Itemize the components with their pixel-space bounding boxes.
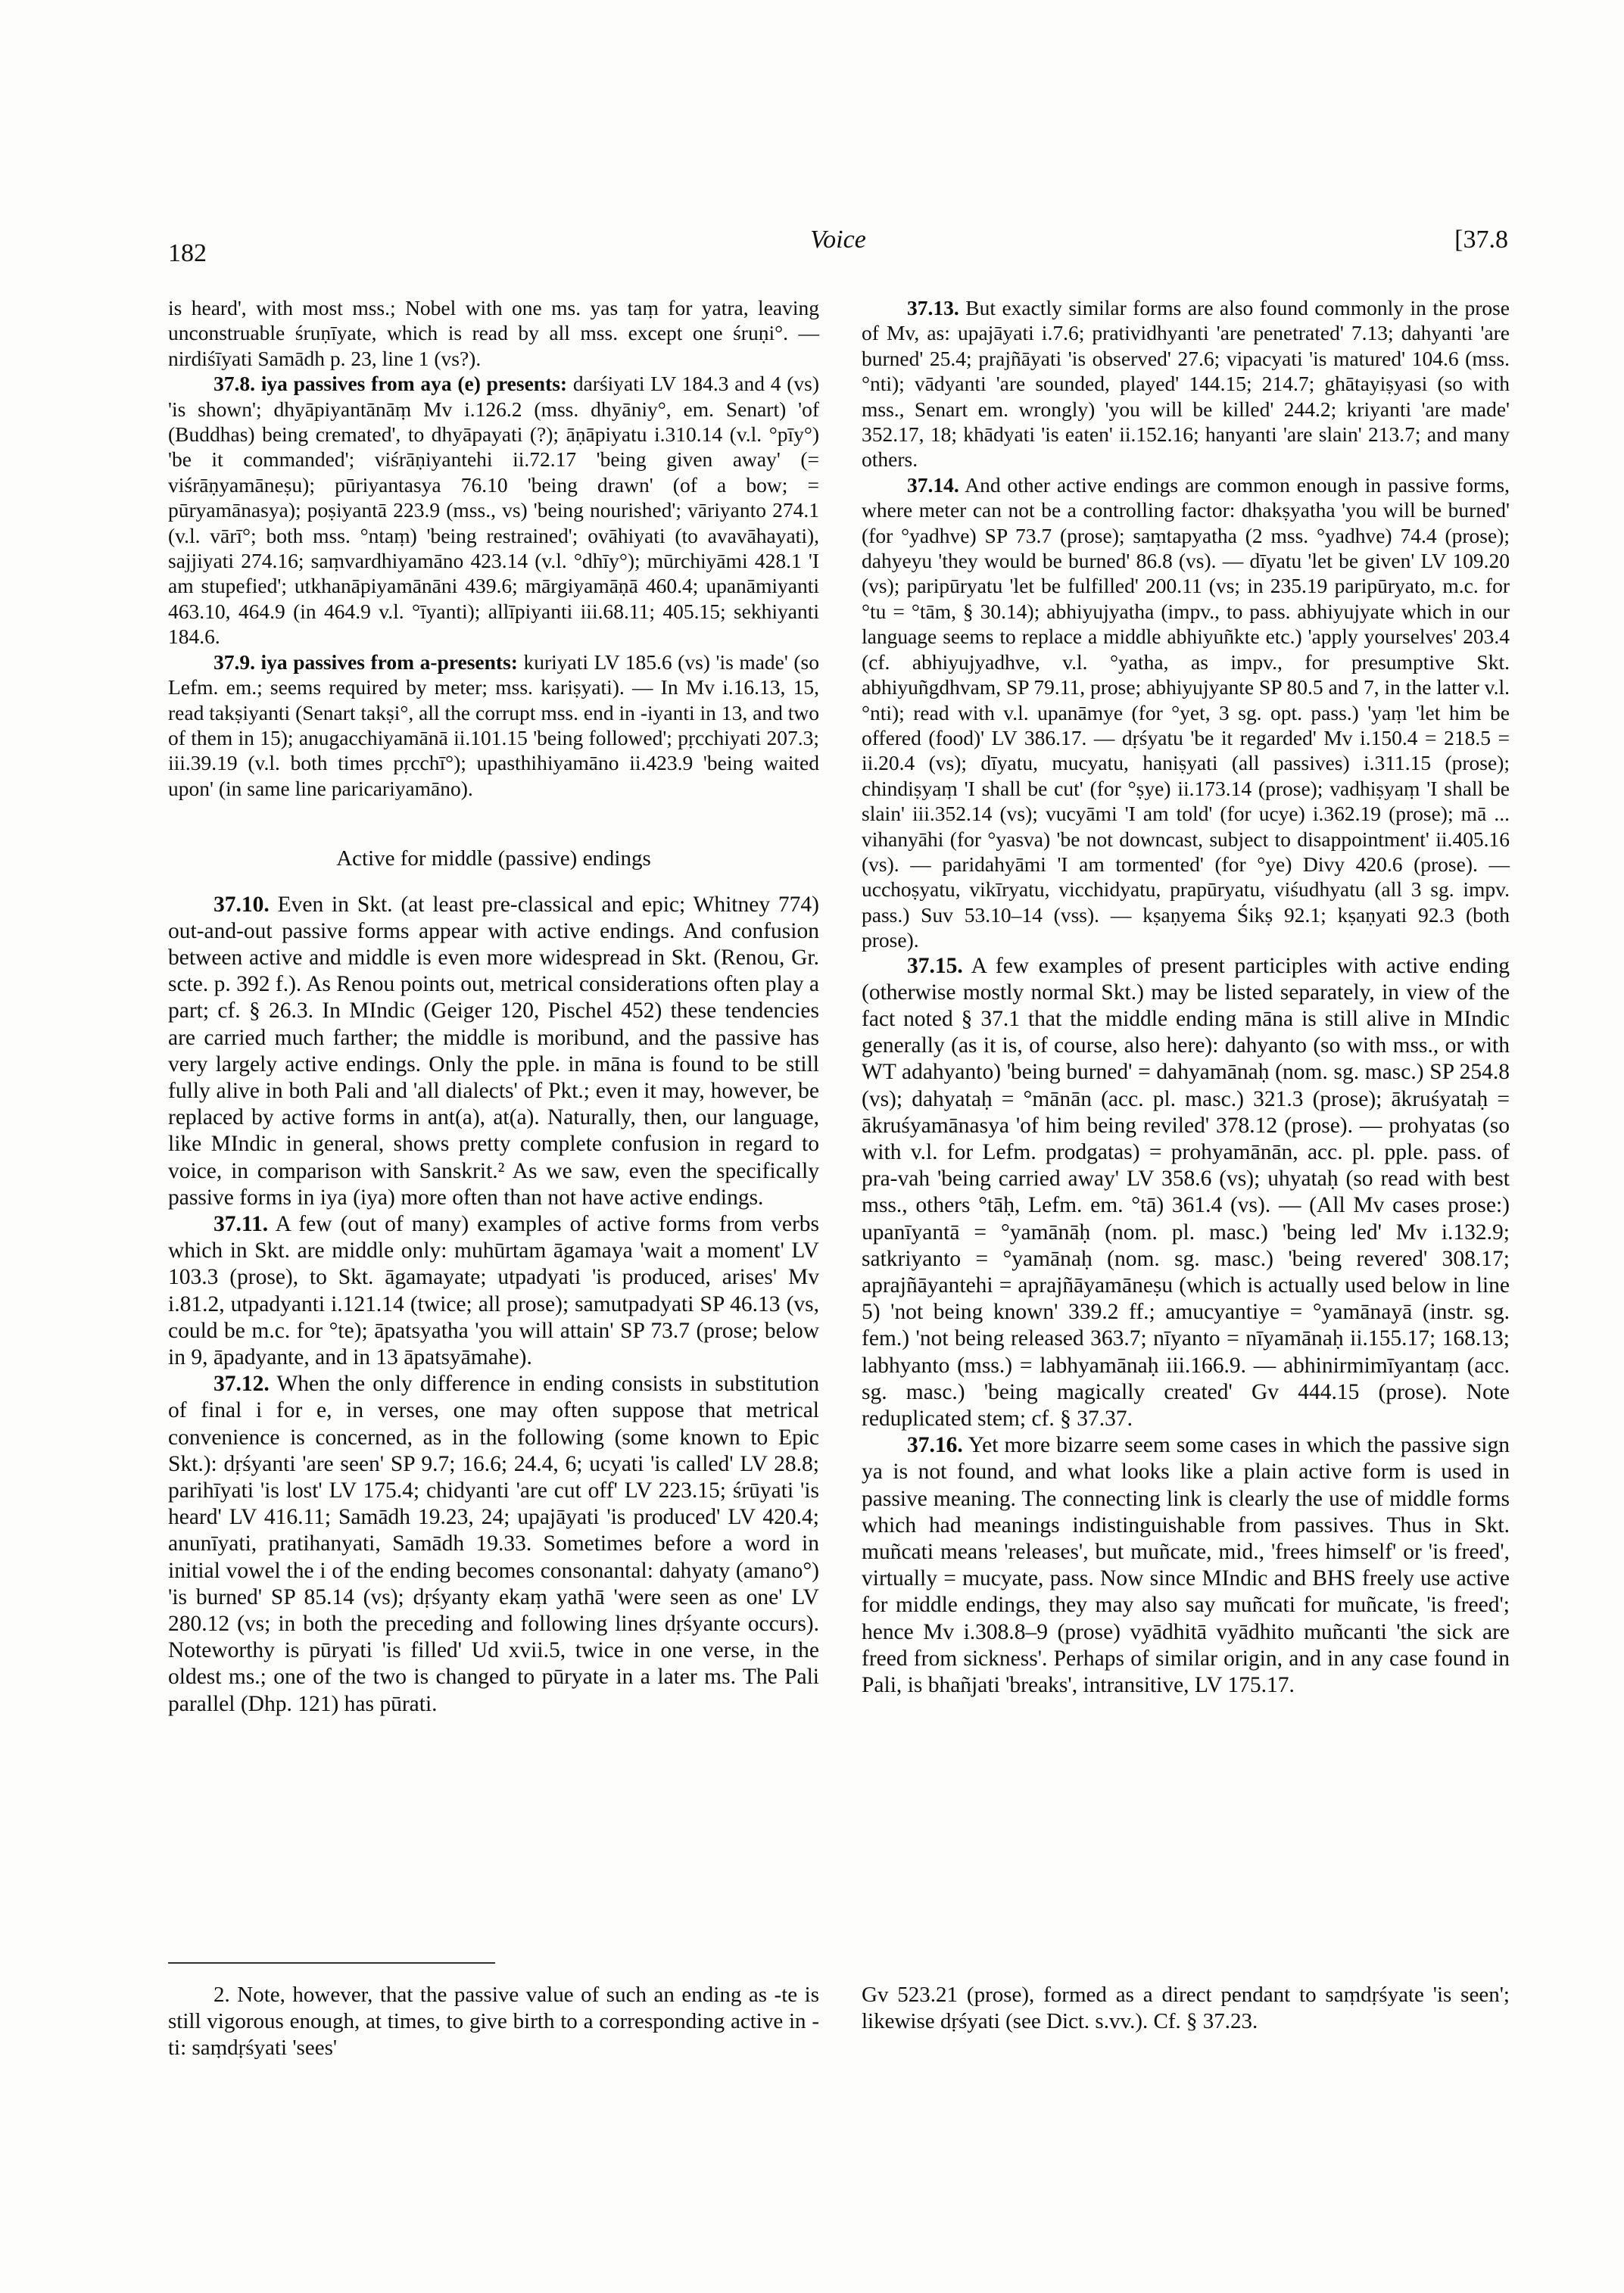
page-number: 182 — [168, 239, 207, 267]
footnote-rule — [168, 1962, 495, 1964]
section-number: 37.15. — [907, 953, 963, 978]
section-number: 37.10. — [214, 892, 270, 917]
section-37-14 — [862, 472, 1510, 953]
section-number: 37.14. — [907, 472, 959, 497]
section-body: darśiyati LV 184.3 and 4 (vs) 'is shown'; dhyāpiyantānāṃ Mv i.126.2 (mss. dhyāniy°, em. Senart) 'of (Buddhas) being cremated', to dhyāpayati (?); āṇāpiyatu i.310.14 (v.l. °pīy°) 'be it commanded'; viśrāṇiyantehi ii.72.17 'being given away' (= viśrāṇyamāneṣu); pūriyantasya 76.10 'being drawn' (of a bow; = pūryamānasya); poṣiyantā 223.9 (mss., vs) 'being nourished'; vāriyanto 274.1 (v.l. vārī°; both mss. °ntaṃ) 'being restrained'; ovāhiyati (to avavāhayati), sajjiyati 274.16; saṃvardhiyamāno 423.14 (v.l. °dhīy°); mūrchiyāmi 428.1 'I am stupefied'; utkhanāpiyamānāni 439.6; mārgiyamāṇā 460.4; upanāmiyanti 463.10, 464.9 (in 464.9 v.l. °īyanti); allīpiyanti iii.68.11; 405.15; sekhiyanti 184.6. — [168, 372, 819, 649]
right-column — [862, 295, 1510, 1699]
section-37-9 — [168, 650, 819, 801]
section-number: 37.16. — [907, 1433, 963, 1458]
section-37-12 — [168, 1371, 819, 1718]
section-body: And other active endings are common enough in passive forms, where meter can not be a controlling factor: dhakṣyatha 'you will be burned' (for °yadhve) SP 73.7 (prose); saṃtapyatha (2 mss. °yadhve) 74.4 (prose); dahyeyu 'they would be burned' 86.8 (vs). — dīyatu 'let be given' LV 109.20 (vs); paripūryatu 'let be fulfilled' 200.11 (vs; in 235.19 paripūryato, m.c. for °tu = °tām, § 30.14); abhiyujyatha (impv., to pass. abhiyujyate which in our language seems to replace a middle abhiyuñkte etc.) 'apply yourselves' 203.4 (cf. abhiyujyadhve, v.l. °yatha, as impv., for presumptive Skt. abhiyuñgdhvam, SP 79.11, prose; abhiyujyante SP 80.5 and 7, in the latter v.l. °nti); read with v.l. upanāmye (for °yet, 3 sg. opt. pass.) 'yaṃ 'let him be offered (food)' LV 386.17. — dṛśyatu 'be it regarded' Mv i.150.4 = 218.5 = ii.20.4 (vs); dīyatu, mucyatu, haniṣyati (all passives) i.311.15 (prose); chindiṣyaṃ 'I shall be cut' (for °ṣye) ii.173.14 (prose); vadhiṣyaṃ 'I shall be slain' iii.352.14 (vs); vucyāmi 'I am told' (for ucye) i.362.19 (prose); mā ... vihanyāhi (for °yasva) 'be not downcast, subject to disappointment' ii.405.16 (vs). — paridahyāmi 'I am tormented' (for °ye) Divy 420.6 (prose). — ucchoṣyatu, vikīryatu, vicchidyatu, prapūryatu, viśudhyatu (all 3 sg. impv. pass.) Suv 53.10–14 (vss). — kṣaṇyema Śikṣ 92.1; kṣaṇyati 92.3 (both prose). — [862, 472, 1510, 952]
section-body: Even in Skt. (at least pre-classical and epic; Whitney 774) out-and-out passive forms appear with active endings. And confusion between active and middle is even more widespread in Skt. (Renou, Gr. scte. p. 392 f.). As Renou points out, metrical considerations often play a part; cf. § 26.3. In MIndic (Geiger 120, Pischel 452) these tendencies are carried much farther; the middle is moribund, and the passive has very largely active endings. Only the pple. in māna is found to be still fully alive in both Pali and 'all dialects' of Pkt.; even it may, however, be replaced by active forms in ant(a), at(a). Naturally, then, our language, like MIndic in general, shows pretty complete confusion in regard to voice, in comparison with Sanskrit.² As we saw, even the specifically passive forms in iya (iya) more often than not have active endings. — [168, 892, 820, 1210]
section-body: When the only difference in ending consists in substitution of final i for e, in verses, one may often suppose that metrical convenience is concerned, as in the following (some known to Epic Skt.): dṛśyanti 'are seen' SP 9.7; 16.6; 24.4, 6; ucyati 'is called' LV 28.8; parihīyati 'is lost' LV 175.4; chidyanti 'are cut off' LV 223.15; śrūyati 'is heard' LV 416.11; Samādh 19.23, 24; upajāyati 'is produced' LV 420.4; anunīyati, pratihanyati, Samādh 19.33. Sometimes before a word in initial vowel the i of the ending becomes consonantal: dahyaty (amano°) 'is burned' SP 85.14 (vs); dṛśyanty ekaṃ yathā 'were seen as one' LV 280.12 (vs; in both the preceding and following lines dṛśyante occurs). Noteworthy is pūryati 'is filled' Ud xvii.5, twice in one verse, in the oldest ms.; one of the two is changed to pūryate in a later ms. The Pali parallel (Dhp. 121) has pūrati. — [168, 1372, 819, 1716]
section-body: Yet more bizarre seem some cases in which the passive sign ya is not found, and what looks like a plain active form is used in passive meaning. The connecting link is clearly the use of middle forms which had meanings indistinguishable from passives. Thus in Skt. muñcati means 'releases', but muñcate, mid., 'frees himself' or 'is freed', virtually = mucyate, pass. Now since MIndic and BHS freely use active for middle endings, they may also say muñcati for muñcate, 'is freed'; hence Mv i.308.8–9 (prose) vyādhitā vyādhito muñcanti 'the sick are freed from sickness'. Perhaps of similar origin, and in any case found in Pali, is bhañjati 'breaks', intransitive, LV 175.17. — [862, 1433, 1510, 1698]
running-title: Voice — [810, 226, 866, 254]
footnote-right: Gv 523.21 (prose), formed as a direct pendant to saṃdṛśyate 'is seen'; likewise dṛśyati (see Dict. s.vv.). Cf. § 37.23. — [862, 1983, 1510, 2033]
footnote-left: 2. Note, however, that the passive value of such an ending as -te is still vigorous enough, at times, to give birth to a corresponding active in -ti: saṃdṛśyati 'sees' — [168, 1983, 819, 2060]
section-number: 37.11. — [214, 1211, 269, 1236]
section-37-11 — [168, 1211, 819, 1371]
section-body: kuriyati LV 185.6 (vs) 'is made' (so Lefm. em.; seems required by meter; mss. kariṣyati). — In Mv i.16.13, 15, read takṣiyanti (Senart takṣi°, all the corrupt mss. end in -iyanti in 13, and two of them in 15); anugacchiyamānā ii.101.15 'being followed'; pṛcchiyati 207.3; iii.39.19 (v.l. both times pṛcchī°); upasthihiyamāno ii.423.9 'being waited upon' (in same line paricariyamāno). — [168, 650, 819, 800]
section-body: A few examples of present participles with active ending (otherwise mostly normal Skt.) may be listed separately, in view of the fact noted § 37.1 that the middle ending māna is still alive in MIndic generally (as it is, of course, also here): dahyanto (so with mss., or with WT adahyanto) 'being burned' = dahyamānaḥ (nom. sg. masc.) SP 254.8 (vs); dahyataḥ = °mānān (acc. pl. masc.) 321.3 (prose); ākruśyataḥ = ākruśyamānasya 'of him being reviled' 378.12 (prose). — prohyatas (so with v.l. for Lefm. prodgatas) = prohyamānān, acc. pl. pple. pass. of pra-vah 'being carried away' LV 358.6 (vs); uhyataḥ (so read with best mss., others °tāḥ, Lefm. em. °tā) 361.4 (vs). — (All Mv cases prose:) upanīyantā = °yamānāḥ (nom. pl. masc.) 'being led' Mv i.132.9; satkriyanto = °yamānaḥ (nom. sg. masc.) 'being revered' 308.17; aprajñāyantehi = aprajñāyamāneṣu (which is actually used below in line 5) 'not being known' 339.2 ff.; amucyantiye = °yamānayā (instr. sg. fem.) 'not being released 363.7; nīyanto = nīyamānaḥ ii.155.17; 168.13; labhyanto (mss.) = labhyamānaḥ iii.166.9. — abhinirmimīyantaṃ (acc. sg. masc.) 'being magically created' Gv 444.15 (prose). Note reduplicated stem; cf. § 37.37. — [862, 953, 1510, 1432]
section-reference: [37.8 — [1454, 226, 1508, 254]
section-37-16 — [862, 1432, 1510, 1699]
section-number: 37.12. — [214, 1372, 270, 1397]
section-number: 37.9. — [214, 650, 255, 674]
section-37-10 — [168, 892, 819, 1211]
larger-type-block — [862, 953, 1510, 1699]
subsection-heading: Active for middle (passive) endings — [336, 846, 651, 871]
section-37-13 — [862, 295, 1510, 472]
section-body: A few (out of many) examples of active forms from verbs which in Skt. are middle only: muhūrtam āgamaya 'wait a moment' LV 103.3 (prose), to Skt. āgamayate; utpadyati 'is produced, arises' Mv i.81.2, utpadyanti i.121.14 (twice; all prose); samutpadyati SP 46.13 (vs, could be m.c. for °te); āpatsyatha 'you will attain' SP 73.7 (prose; below in 9, āpadyante, and in 13 āpatsyāmahe). — [168, 1211, 819, 1369]
section-number: 37.13. — [907, 296, 959, 319]
section-37-8 — [168, 371, 819, 649]
running-header — [168, 226, 1508, 271]
section-title: iya passives from a-presents: — [260, 650, 518, 674]
section-title: iya passives from aya (e) presents: — [260, 372, 568, 396]
section-37-15 — [862, 953, 1510, 1433]
section-number: 37.8. — [214, 372, 255, 396]
paragraph-continuation: is heard', with most mss.; Nobel with one ms. yas taṃ for yatra, leaving unconstruable śruṇīyate, which is read by all mss. except one śruṇi°. — nirdiśīyati Samādh p. 23, line 1 (vs?). — [168, 296, 819, 370]
left-column — [168, 295, 819, 1718]
larger-type-block — [168, 892, 819, 1718]
section-body: But exactly similar forms are also found commonly in the prose of Mv, as: upajāyati i.7.6; pratividhyanti 'are penetrated' 7.13; dahyanti 'are burned' 25.4; prajñāyati 'is observed' 27.6; vipacyati 'is matured' 104.6 (mss. °nti); vādyanti 'are sounded, played' 144.15; 214.7; ghātayiṣyasi (so with mss., Senart em. wrongly) 'you will be killed' 244.2; kriyanti 'are made' 352.17, 18; khādyati 'is eaten' ii.152.16; hanyanti 'are slain' 213.7; and many others. — [862, 296, 1510, 472]
